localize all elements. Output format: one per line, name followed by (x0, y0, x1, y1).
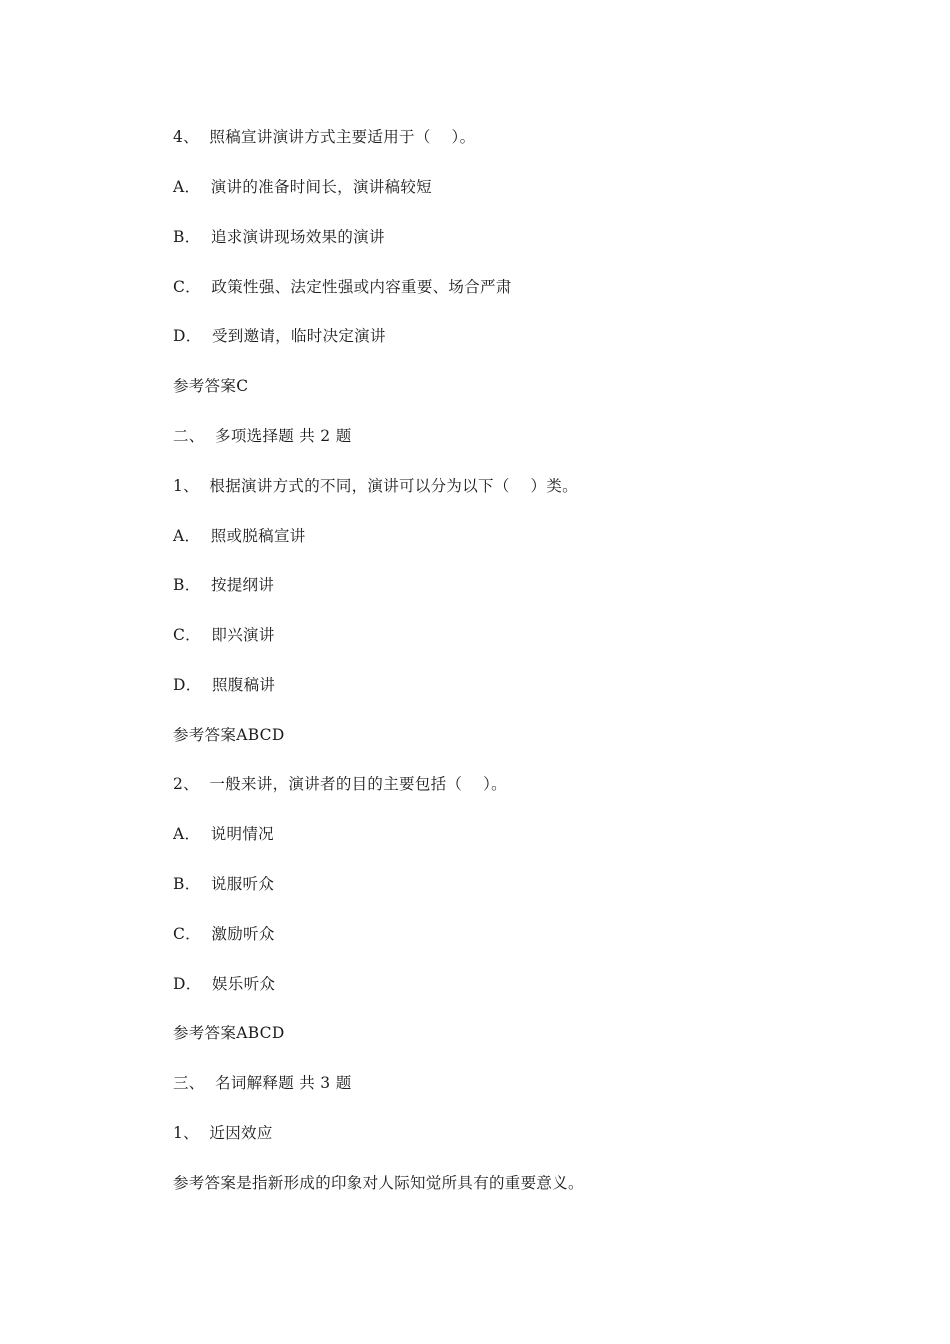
mc-question-1-option-c: C． 即兴演讲 (173, 626, 275, 644)
mc-question-2-option-d: D． 娱乐听众 (173, 975, 276, 993)
section-2-heading: 二、 多项选择题 共 2 题 (173, 427, 352, 445)
question-4-option-c: C． 政策性强、法定性强或内容重要、场合严肃 (173, 278, 512, 296)
question-4-answer: 参考答案C (173, 377, 249, 395)
question-4-stem: 4、 照稿宣讲演讲方式主要适用于（ ）。 (173, 128, 476, 146)
mc-question-1-option-d: D． 照腹稿讲 (173, 676, 276, 694)
mc-question-1-stem: 1、 根据演讲方式的不同，演讲可以分为以下（ ）类。 (173, 477, 578, 495)
mc-question-2-option-a: A． 说明情况 (173, 825, 274, 843)
term-question-1-stem: 1、 近因效应 (173, 1124, 273, 1142)
question-4-option-d: D． 受到邀请，临时决定演讲 (173, 327, 386, 345)
term-question-1-answer: 参考答案是指新形成的印象对人际知觉所具有的重要意义。 (173, 1174, 584, 1192)
mc-question-1-option-b: B． 按提纲讲 (173, 576, 275, 594)
question-4-option-a: A． 演讲的准备时间长，演讲稿较短 (173, 178, 432, 196)
section-3-heading: 三、 名词解释题 共 3 题 (173, 1074, 352, 1092)
mc-question-2-answer: 参考答案ABCD (173, 1024, 285, 1042)
mc-question-2-stem: 2、 一般来讲，演讲者的目的主要包括（ ）。 (173, 775, 507, 793)
mc-question-1-option-a: A． 照或脱稿宣讲 (173, 527, 306, 545)
question-4-option-b: B． 追求演讲现场效果的演讲 (173, 228, 385, 246)
mc-question-2-option-b: B． 说服听众 (173, 875, 275, 893)
mc-question-2-option-c: C． 激励听众 (173, 925, 275, 943)
mc-question-1-answer: 参考答案ABCD (173, 726, 285, 744)
